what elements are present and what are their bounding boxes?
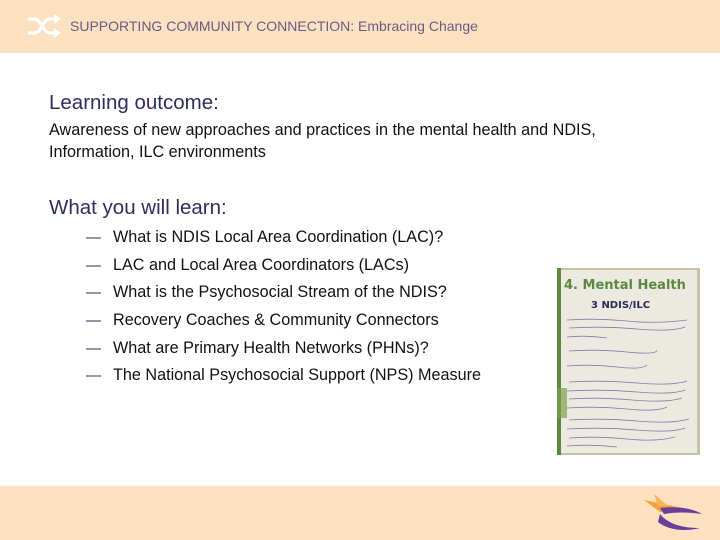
learn-list <box>86 224 481 390</box>
shuffle-icon <box>26 13 62 39</box>
header-bar <box>0 0 720 53</box>
list-item <box>86 252 481 280</box>
what-you-will-learn-heading: What you will learn: <box>49 196 227 219</box>
footer-bar <box>0 486 720 540</box>
bullet-dash: — <box>86 284 101 302</box>
list-item-text: The National Psychosocial Support (NPS) Measure <box>113 366 481 385</box>
learning-outcome-heading: Learning outcome: <box>49 91 219 114</box>
list-item <box>86 279 481 307</box>
poster-subtitle: 3 NDIS/ILC <box>591 300 651 311</box>
list-item-text: What is NDIS Local Area Coordination (LAC)? <box>113 228 444 247</box>
bullet-dash: — <box>86 312 101 330</box>
mental-health-poster-photo <box>557 268 700 455</box>
list-item-text: What are Primary Health Networks (PHNs)? <box>113 338 429 357</box>
list-item-text: Recovery Coaches & Community Connectors <box>113 311 439 330</box>
bullet-dash: — <box>86 367 101 385</box>
bullet-dash: — <box>86 256 101 274</box>
list-item <box>86 334 481 362</box>
list-item <box>86 307 481 335</box>
bird-logo <box>640 490 704 534</box>
header-title: SUPPORTING COMMUNITY CONNECTION: Embracing Change <box>70 18 478 34</box>
bullet-dash: — <box>86 229 101 247</box>
poster-title: 4. Mental Health <box>564 278 686 293</box>
list-item-text: What is the Psychosocial Stream of the NDIS? <box>113 283 447 302</box>
list-item <box>86 362 481 390</box>
learning-outcome-text: Awareness of new approaches and practices in the mental health and NDIS, Information, ILC environments <box>49 121 596 161</box>
list-item <box>86 224 481 252</box>
list-item-text: LAC and Local Area Coordinators (LACs) <box>113 255 410 274</box>
bullet-dash: — <box>86 339 101 357</box>
